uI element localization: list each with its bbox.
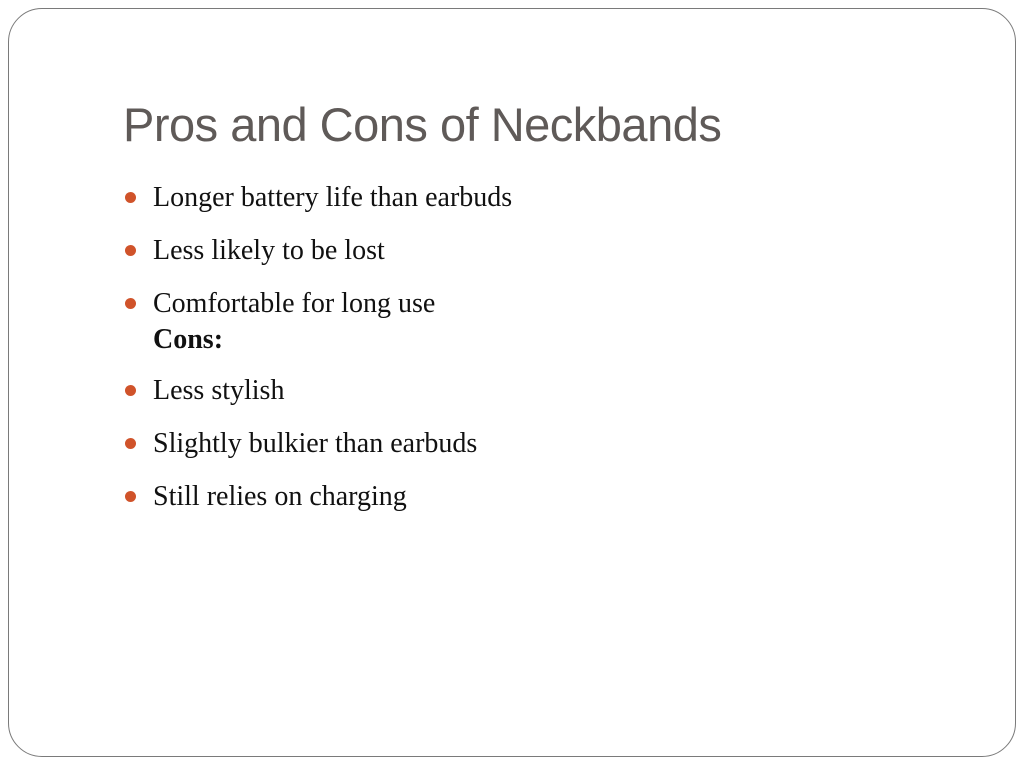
bullet-dot-icon [125, 298, 136, 309]
list-item-text: Slightly bulkier than earbuds [153, 428, 478, 459]
list-item [123, 474, 983, 527]
list-item-text: Still relies on charging [153, 481, 407, 512]
list-item-text: Longer battery life than earbuds [153, 182, 513, 213]
list-item-text: Less likely to be lost [153, 235, 385, 266]
list-item [123, 281, 983, 334]
list-item [123, 228, 983, 281]
list-item-text: Less stylish [153, 375, 285, 406]
list-item [123, 368, 983, 421]
bullet-dot-icon [125, 438, 136, 449]
pros-list [123, 175, 983, 334]
list-item [123, 175, 983, 228]
cons-list [123, 368, 983, 527]
slide [8, 8, 1016, 757]
bullet-dot-icon [125, 385, 136, 396]
slide-title: Pros and Cons of Neckbands [123, 98, 722, 151]
list-item [123, 421, 983, 474]
bullet-dot-icon [125, 491, 136, 502]
slide-content [123, 175, 983, 527]
bullet-dot-icon [125, 192, 136, 203]
cons-heading: Cons: [153, 324, 224, 355]
list-item-text: Comfortable for long use [153, 288, 436, 319]
bullet-dot-icon [125, 245, 136, 256]
